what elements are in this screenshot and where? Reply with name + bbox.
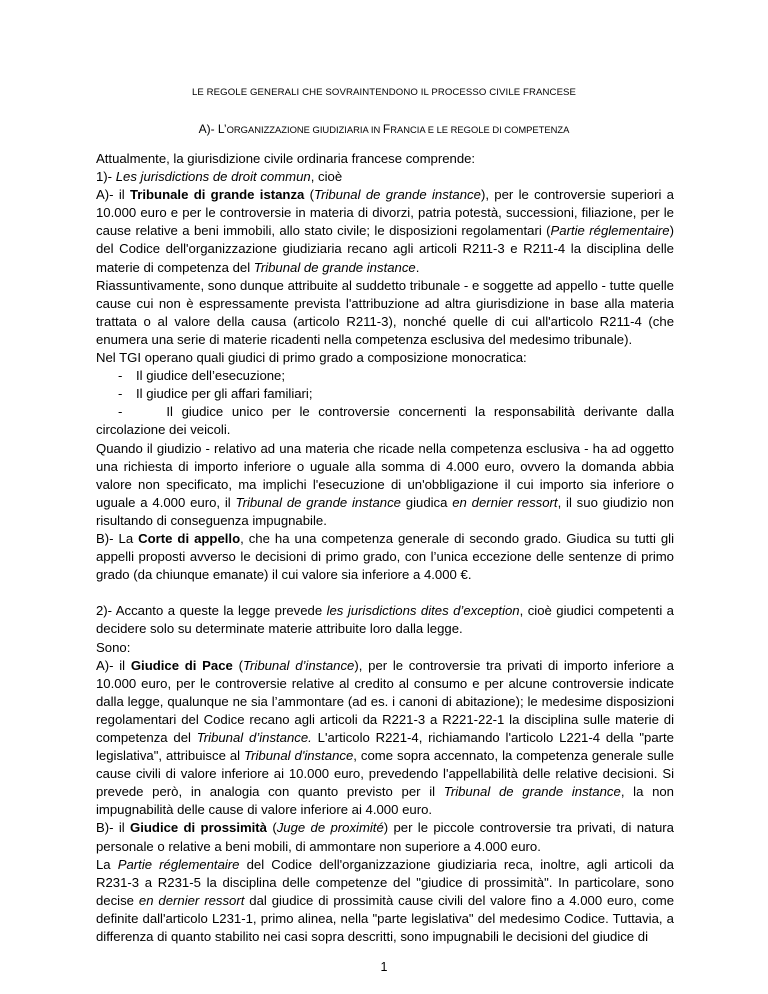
- text-run: , cioè: [310, 169, 343, 185]
- list-dash: -: [118, 404, 123, 420]
- text-run-bold: Giudice di prossimità: [130, 820, 267, 836]
- list-item-text: Il giudice dell’esecuzione;: [136, 368, 286, 384]
- paragraph-gap: [96, 584, 674, 602]
- text-run-bold: Corte di appello: [138, 530, 241, 546]
- text-run: ), per le controversie superiori a 10.000 euro e per le controversie in materia di divorzi, patria potestà, successioni, filiazione, per le cause relative a beni immobili, allo stato civile; le disposizioni regolamentari (: [96, 187, 674, 239]
- heading-smallcaps-1: ORGANIZZAZIONE GIUDIZIARIA IN: [226, 124, 383, 135]
- text-run: A)- il: [96, 657, 131, 673]
- text-run-italic: Partie réglementaire: [117, 856, 240, 872]
- heading-prefix: A)- L’: [198, 122, 227, 136]
- text-run: L'articolo R221-4, richiamando l'articolo L221-4 della "parte legislativa", attribuisce al: [96, 730, 674, 764]
- text-run: , la non impugnabilità delle cause di valore inferiore ai 4.000 euro.: [96, 784, 674, 818]
- text-run-italic: Tribunal de grande instance: [235, 494, 401, 510]
- text-run-italic: les jurisdictions dites d’exception: [326, 603, 520, 619]
- text-run: A)- il: [96, 187, 130, 203]
- text-run: (: [304, 187, 315, 203]
- paragraph-monocratic: Nel TGI operano quali giudici di primo grado a composizione monocratica:: [96, 350, 527, 366]
- text-run-italic: Les jurisdictions de droit commun: [115, 169, 311, 185]
- text-run: ), per le controversie tra privati di importo inferiore a 10.000 euro, per le controversie relative al credito al consumo e per alcune controversie indicate dalla legge, qualunque ne sia l’ammontare (ad es. i canoni di abitazione); le medesime disposizioni regolamentari del Codice recano agli articoli da R221-3 a R221-22-1 la disciplina sulle materie di competenza del: [96, 657, 674, 745]
- text-run: dal giudice di prossimità cause civili del valore fino a 4.000 euro, come definite dall'articolo L231-1, primo alinea, nella "parte legislativa" del medesimo Codice. Tuttavia, a differenza di quanto stabilito nei casi sopra descritti, sono impugnabili le decisioni del giudice di: [96, 892, 675, 945]
- paragraph-summary: Riassuntivamente, sono dunque attribuite al suddetto tribunale - e soggette ad appello - tutte quelle cause cui non è espressamente prevista l'attribuzione ad altra giurisdizione in base alla materia trattata o al valore della causa (articolo R211-3), nonché quelle di cui all'articolo R211-4 (che enumera una serie di materie ricadenti nella competenza esclusiva del medesimo tribunale).: [96, 277, 674, 347]
- text-run-italic: en dernier ressort: [138, 892, 245, 908]
- text-run: ) del Codice dell'organizzazione giudiziaria recano agli articoli R211-3 e R211-4 la disciplina delle materie di competenza del: [96, 223, 674, 275]
- text-run: , come sopra accennato, la competenza generale sulle cause civili di valore inferiore ai 10.000 euro, prevedendo l'appellabilità delle relative decisioni. Si prevede però, in analogia con quanto previsto per il: [96, 748, 674, 800]
- text-run: , il suo giudizio non risultando di conseguenza impugnabile.: [96, 494, 674, 528]
- heading-smallcaps-2: RANCIA E LE REGOLE DI COMPETENZA: [390, 124, 570, 135]
- text-run: giudica: [400, 494, 453, 510]
- paragraph-tgi: [96, 186, 674, 276]
- text-run: Quando il giudizio - relativo ad una materia che ricade nella competenza esclusiva - ha ad oggetto una richiesta di importo inferiore o uguale alla somma di 4.000 euro, ovvero la domanda abbia valore non specificato, ma implichi l'esecuzione di un'obbligazione il cui importo sia inferiore o uguale a 4.000 euro, il: [96, 440, 674, 510]
- text-run-italic: Juge de proximité: [276, 820, 384, 836]
- text-run-italic: en dernier ressort: [452, 494, 558, 510]
- document-title: LE REGOLE GENERALI CHE SOVRAINTENDONO IL PROCESSO CIVILE FRANCESE: [191, 87, 577, 98]
- text-run: ) per le piccole controversie tra privati, di natura personale o relative a beni mobili, di ammontare non superiore a 4.000 euro.: [96, 820, 674, 854]
- list-item: [96, 385, 674, 403]
- text-run: , cioè giudici competenti a decidere solo su determinate materie attribuite loro dalla legge.: [96, 603, 674, 637]
- list-item: [96, 367, 674, 385]
- document-body: [96, 150, 674, 946]
- list-item-text: Il giudice unico per le controversie concernenti la responsabilità derivante dalla circolazione dei veicoli.: [96, 404, 674, 438]
- text-run: 1)-: [96, 169, 116, 185]
- page-number: 1: [380, 960, 388, 974]
- list-item: [96, 403, 674, 439]
- text-run-italic: Tribunal de grande instance: [253, 259, 416, 275]
- list-item-text: Il giudice per gli affari familiari;: [136, 386, 313, 402]
- text-run: B)- La: [96, 530, 139, 546]
- text-run-bold: Tribunale di grande istanza: [129, 187, 305, 203]
- paragraph-intro: Attualmente, la giurisdizione civile ordinaria francese comprende:: [96, 151, 476, 166]
- list-dash: -: [118, 368, 123, 384]
- text-run: (: [232, 657, 243, 673]
- paragraph-dernier-ressort: [96, 440, 674, 530]
- paragraph-giudice-pace: [96, 657, 674, 820]
- paragraph-section-2: [96, 602, 674, 638]
- text-run-italic: Partie réglementaire: [550, 223, 670, 239]
- text-run: La: [96, 856, 118, 872]
- text-run: del Codice dell'organizzazione giudiziaria reca, inoltre, agli articoli da R231-3 a R231-5 la disciplina delle competenze del "giudice di prossimità". In particolare, sono decise: [96, 856, 674, 908]
- paragraph-giudice-prossimita: [96, 819, 674, 855]
- paragraph-section-1: [96, 168, 674, 186]
- text-run-italic: Tribunal d'instance: [244, 748, 354, 764]
- text-run: (: [267, 820, 277, 836]
- text-run-bold: Giudice di Pace: [130, 657, 233, 673]
- section-heading: [0, 122, 768, 136]
- text-run-italic: Tribunal d’instance: [242, 657, 355, 673]
- text-run: , che ha una competenza generale di secondo grado. Giudica su tutti gli appelli proposti avverso le decisioni di primo grado, con l’unica eccezione delle sentenze di primo grado (da chiunque emanate) il cui valore sia inferiore a 4.000 €.: [96, 530, 674, 583]
- text-run-italic: Tribunal de grande instance: [314, 187, 481, 203]
- heading-capital-f: F: [382, 122, 391, 136]
- text-run: 2)- Accanto a queste la legge prevede: [96, 603, 327, 619]
- text-run: .: [415, 259, 420, 275]
- text-run-italic: Tribunal de grande instance: [443, 784, 621, 800]
- text-run-italic: Tribunal d’instance.: [196, 730, 312, 745]
- paragraph-partie-reglementaire: [96, 856, 674, 946]
- paragraph-sono: Sono:: [96, 639, 131, 655]
- list-dash: -: [118, 386, 123, 402]
- paragraph-corte-appello: [96, 530, 674, 584]
- text-run: B)- il: [96, 820, 131, 836]
